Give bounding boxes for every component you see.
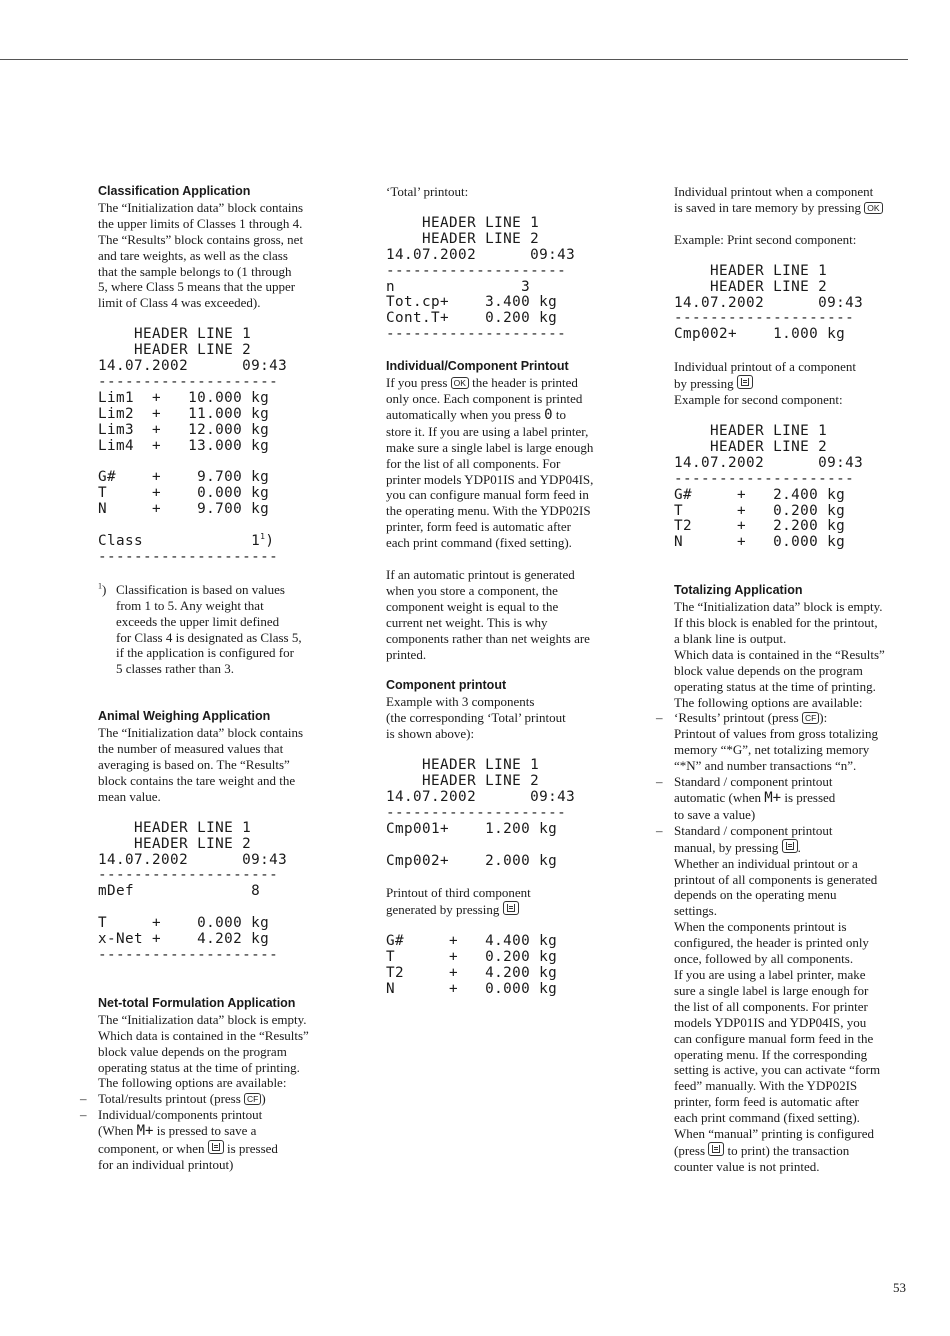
bullet-dash: – — [80, 1107, 87, 1123]
individual-component-text: If you press OK the header is printed only once. Each component is printed automatically when you press 0 to store it. If you are using a label printer, make sure a single label is large enough for the list of all components. For printer models YDP01IS and YDP04IS, you can configure manual form feed in the operating menu. With the YDP02IS printer, form feed is automatic after each print command (fixed setting). — [386, 375, 594, 551]
individual-printout-text: Individual printout of a component by pressing — [674, 359, 856, 392]
total-printout-label: ‘Total’ printout: — [386, 184, 469, 199]
column-left — [80, 184, 338, 1173]
net-total-text: The “Initialization data” block is empty. Which data is contained in the “Results” block value depends on the program operating status at the time of printing. The following options are available: — [98, 1011, 309, 1091]
cf-key-icon: CF — [802, 712, 819, 724]
totalizing-option-3: – Standard / component printout manual, by pressing . Whether an individual printout or a printout of all components is generated depends on the operating menu settings. When the components printout is configured, the header is printed only once, followed by all components. If you are using a label printer, make sure a single label is large enough for the list of all components. For printer models YDP01IS and YDP04IS, you can configure manual form feed in the operating menu. If the corresponding setting is active, you can activate “form feed” manually. With the YDP02IS printer, form feed is automatic after each print command (fixed setting). When “manual” printing is configured (press to print) the transaction counter value is not printed. — [656, 822, 881, 1174]
totalizing-text: The “Initialization data” block is empty. If this block is enabled for the printout, a blank line is output. Which data is contained in the “Results” block value depends on the program operating status at the time of printing. The following options are available: — [674, 599, 885, 710]
print-key-icon — [737, 375, 753, 389]
component-printout-heading: Component printout — [386, 678, 507, 693]
classification-printout — [98, 327, 338, 566]
footnote-text: Classification is based on values from 1 to 5. Any weight that exceeds the upper limit defined for Class 4 is designated as Class 5, if the application is configured for 5 classes rather than 3. — [116, 581, 302, 677]
column-right — [656, 184, 914, 1175]
zero-key-icon: 0 — [544, 406, 553, 423]
mplus-key-icon: M+ — [136, 1123, 154, 1140]
totalizing-heading: Totalizing Application — [674, 583, 803, 598]
classification-text: The “Initialization data” block contains the upper limits of Classes 1 through 4. The “Results” block contains gross, net and tare weights, as well as the class that the sample belongs to (1 through 5, where Class 5 means that the upper limit of Class 4 was exceeded). — [98, 199, 304, 311]
print-key-icon — [708, 1142, 724, 1156]
classification-printout-rule: -------------------- — [98, 548, 279, 565]
net-total-option-2: – Individual/components printout (When M+ is pressed to save a component, or when is pressed for an individual printout) — [80, 1107, 278, 1172]
total-printout: HEADER LINE 1 HEADER LINE 2 14.07.2002 09:43 -------------------- n 3 Tot.cp+ 3.400 kg Cont.T+ 0.200 kg -------------------- — [386, 214, 576, 343]
example-second-component-label: Example for second component: — [674, 392, 843, 408]
ok-key-icon: OK — [451, 377, 469, 389]
classification-heading: Classification Application — [98, 184, 251, 198]
animal-printout: HEADER LINE 1 HEADER LINE 2 14.07.2002 09:43 -------------------- mDef 8 T + 0.000 kg x-Net + 4.202 kg -------------------- — [98, 819, 288, 963]
totalizing-option-1: – ‘Results’ printout (press CF ): Printout of values from gross totalizing memory “*G”, net totalizing memory “*N” and number transactions “n”. — [656, 710, 879, 774]
print-key-icon — [208, 1140, 224, 1154]
footnote-ref-paren: ) — [265, 533, 275, 550]
individual-component-printout: HEADER LINE 1 HEADER LINE 2 14.07.2002 09:43 -------------------- G# + 2.400 kg T + 0.200 kg T2 + 2.200 kg N + 0.000 kg — [674, 422, 864, 551]
footnote-mark: $^1$) — [98, 581, 107, 597]
automatic-printout-text: If an automatic printout is generated when you store a component, the component weight is equal to the current net weight. This is why components rather than net weights are printed. — [386, 567, 590, 662]
individual-component-heading: Individual/Component Printout — [386, 359, 569, 374]
cf-key-icon: CF — [244, 1093, 261, 1105]
animal-text: The “Initialization data” block contains the number of measured values that averaging is based on. The “Results” block contains the tare weight and the mean value. — [98, 725, 304, 804]
bullet-dash: – — [656, 822, 663, 838]
print-key-icon — [782, 839, 798, 853]
component-printout: HEADER LINE 1 HEADER LINE 2 14.07.2002 09:43 -------------------- Cmp001+ 1.200 kg Cmp002+ 2.000 kg — [386, 757, 576, 869]
net-total-option-1: – Total/results printout (press CF ) — [80, 1091, 266, 1107]
bullet-dash: – — [80, 1091, 87, 1107]
animal-heading: Animal Weighing Application — [98, 709, 271, 724]
bullet-dash: – — [656, 774, 663, 790]
ok-key-icon: OK — [864, 202, 882, 214]
example-second-label: Example: Print second component: — [674, 231, 857, 247]
footnote — [98, 582, 338, 677]
totalizing-option-2: – Standard / component printout automatic (when M+ is pressed to save a value) — [656, 774, 836, 822]
bullet-dash: – — [656, 710, 663, 726]
print-key-icon — [503, 901, 519, 915]
footnote-ref: 1 — [260, 532, 266, 542]
column-middle — [386, 184, 626, 998]
page-number: 53 — [893, 1280, 906, 1295]
tare-memory-text: Individual printout when a component is saved in tare memory by pressing OK — [674, 184, 914, 216]
second-component-printout: HEADER LINE 1 HEADER LINE 2 14.07.2002 09:43 -------------------- Cmp002+ 1.000 kg — [674, 262, 864, 343]
net-total-heading: Net-total Formulation Application — [98, 995, 296, 1010]
mplus-key-icon: M+ — [764, 790, 782, 806]
third-component-text: Printout of third component generated by pressing — [386, 885, 531, 918]
component-printout-text: Example with 3 components (the corresponding ‘Total’ printout is shown above): — [386, 694, 566, 742]
top-rule — [0, 59, 908, 60]
third-component-printout: G# + 4.400 kg T + 0.200 kg T2 + 4.200 kg N + 0.000 kg — [386, 933, 558, 997]
classification-printout-body: HEADER LINE 1 HEADER LINE 2 14.07.2002 09:43 -------------------- Lim1 + 10.000 kg Lim2 + 11.000 kg Lim3 + 12.000 kg Lim4 + 13.000 kg G# + 9.700 kg T + 0.000 kg N + 9.700 kg Class 1 — [98, 326, 288, 550]
